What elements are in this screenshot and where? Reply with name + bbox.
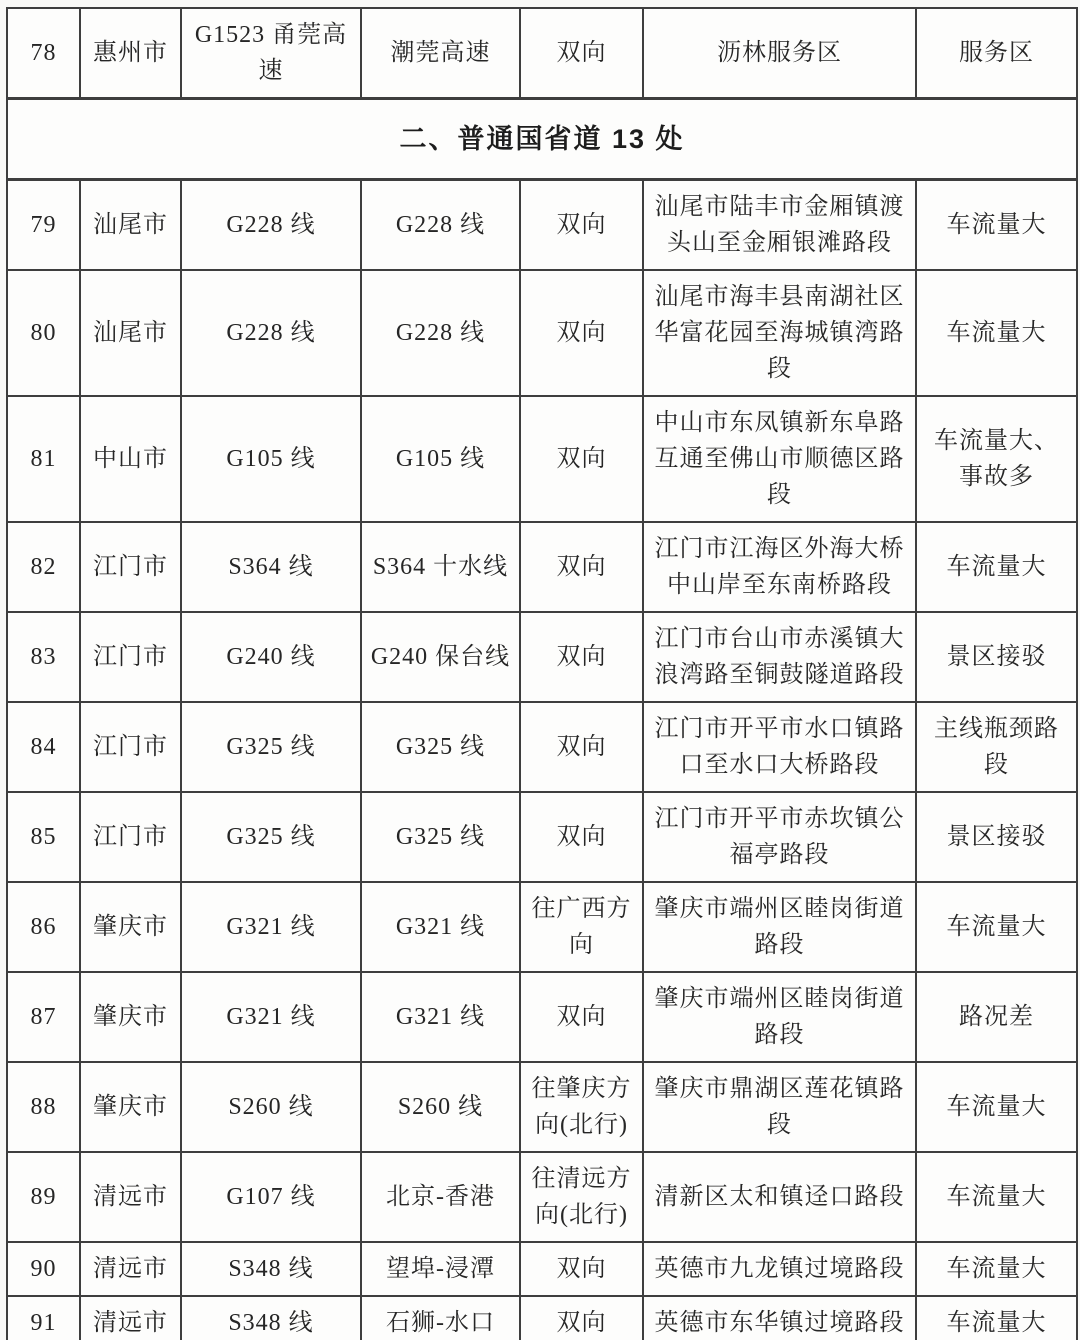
cell-location: 江门市开平市水口镇路口至水口大桥路段 bbox=[643, 702, 916, 792]
table-row bbox=[7, 612, 1077, 702]
table-row bbox=[7, 522, 1077, 612]
cell-no: 87 bbox=[7, 972, 80, 1062]
cell-road-code: S348 线 bbox=[181, 1296, 361, 1340]
cell-road-name: G321 线 bbox=[361, 882, 520, 972]
cell-direction: 双向 bbox=[520, 1296, 643, 1340]
cell-road-code: G325 线 bbox=[181, 702, 361, 792]
table-row bbox=[7, 396, 1077, 522]
cell-note: 车流量大 bbox=[916, 270, 1077, 396]
cell-road-name: G228 线 bbox=[361, 180, 520, 271]
cell-direction: 双向 bbox=[520, 972, 643, 1062]
table-row bbox=[7, 1152, 1077, 1242]
cell-note: 车流量大 bbox=[916, 180, 1077, 271]
cell-location: 英德市东华镇过境路段 bbox=[643, 1296, 916, 1340]
cell-city: 江门市 bbox=[80, 792, 181, 882]
cell-direction: 双向 bbox=[520, 180, 643, 271]
cell-city: 汕尾市 bbox=[80, 270, 181, 396]
cell-road-code: G321 线 bbox=[181, 882, 361, 972]
cell-note: 车流量大 bbox=[916, 1152, 1077, 1242]
cell-road-code: G228 线 bbox=[181, 270, 361, 396]
table-row bbox=[7, 792, 1077, 882]
cell-road-code: S364 线 bbox=[181, 522, 361, 612]
table-row bbox=[7, 1062, 1077, 1152]
cell-no: 88 bbox=[7, 1062, 80, 1152]
cell-direction: 双向 bbox=[520, 522, 643, 612]
cell-location: 清新区太和镇迳口路段 bbox=[643, 1152, 916, 1242]
cell-road-name: G325 线 bbox=[361, 792, 520, 882]
cell-note: 景区接驳 bbox=[916, 612, 1077, 702]
cell-location: 江门市台山市赤溪镇大浪湾路至铜鼓隧道路段 bbox=[643, 612, 916, 702]
cell-location: 肇庆市端州区睦岗街道路段 bbox=[643, 882, 916, 972]
cell-road-code: G325 线 bbox=[181, 792, 361, 882]
cell-road-name: 潮莞高速 bbox=[361, 8, 520, 99]
cell-city: 汕尾市 bbox=[80, 180, 181, 271]
cell-city: 惠州市 bbox=[80, 8, 181, 99]
cell-no: 85 bbox=[7, 792, 80, 882]
cell-direction: 双向 bbox=[520, 8, 643, 99]
table-row bbox=[7, 8, 1077, 99]
cell-road-code: G105 线 bbox=[181, 396, 361, 522]
table-row bbox=[7, 1242, 1077, 1296]
cell-road-code: G240 线 bbox=[181, 612, 361, 702]
cell-note: 车流量大、事故多 bbox=[916, 396, 1077, 522]
cell-city: 清远市 bbox=[80, 1296, 181, 1340]
cell-city: 中山市 bbox=[80, 396, 181, 522]
road-congestion-table bbox=[6, 7, 1078, 1340]
cell-road-name: 石狮-水口 bbox=[361, 1296, 520, 1340]
cell-note: 路况差 bbox=[916, 972, 1077, 1062]
cell-location: 沥林服务区 bbox=[643, 8, 916, 99]
cell-no: 89 bbox=[7, 1152, 80, 1242]
table-row bbox=[7, 1296, 1077, 1340]
cell-no: 90 bbox=[7, 1242, 80, 1296]
cell-direction: 双向 bbox=[520, 396, 643, 522]
cell-location: 肇庆市鼎湖区莲花镇路段 bbox=[643, 1062, 916, 1152]
cell-location: 江门市江海区外海大桥中山岸至东南桥路段 bbox=[643, 522, 916, 612]
cell-note: 车流量大 bbox=[916, 882, 1077, 972]
cell-road-code: G107 线 bbox=[181, 1152, 361, 1242]
cell-location: 肇庆市端州区睦岗街道路段 bbox=[643, 972, 916, 1062]
cell-note: 服务区 bbox=[916, 8, 1077, 99]
table-row bbox=[7, 180, 1077, 271]
cell-road-name: G325 线 bbox=[361, 702, 520, 792]
cell-city: 江门市 bbox=[80, 612, 181, 702]
cell-road-name: 北京-香港 bbox=[361, 1152, 520, 1242]
cell-no: 84 bbox=[7, 702, 80, 792]
cell-road-code: G321 线 bbox=[181, 972, 361, 1062]
cell-note: 车流量大 bbox=[916, 1242, 1077, 1296]
cell-road-name: G105 线 bbox=[361, 396, 520, 522]
table-body bbox=[7, 8, 1077, 1340]
cell-direction: 往肇庆方向(北行) bbox=[520, 1062, 643, 1152]
cell-location: 汕尾市海丰县南湖社区华富花园至海城镇湾路段 bbox=[643, 270, 916, 396]
cell-city: 江门市 bbox=[80, 522, 181, 612]
cell-road-code: S260 线 bbox=[181, 1062, 361, 1152]
cell-road-name: S260 线 bbox=[361, 1062, 520, 1152]
cell-road-name: 望埠-浸潭 bbox=[361, 1242, 520, 1296]
cell-road-name: S364 十水线 bbox=[361, 522, 520, 612]
cell-direction: 往清远方向(北行) bbox=[520, 1152, 643, 1242]
section-header: 二、普通国省道 13 处 bbox=[7, 99, 1077, 180]
cell-no: 79 bbox=[7, 180, 80, 271]
cell-location: 英德市九龙镇过境路段 bbox=[643, 1242, 916, 1296]
cell-note: 车流量大 bbox=[916, 1062, 1077, 1152]
cell-road-name: G228 线 bbox=[361, 270, 520, 396]
cell-no: 80 bbox=[7, 270, 80, 396]
cell-road-name: G321 线 bbox=[361, 972, 520, 1062]
cell-note: 景区接驳 bbox=[916, 792, 1077, 882]
cell-direction: 双向 bbox=[520, 702, 643, 792]
cell-location: 江门市开平市赤坎镇公福亭路段 bbox=[643, 792, 916, 882]
cell-city: 肇庆市 bbox=[80, 972, 181, 1062]
table-row bbox=[7, 270, 1077, 396]
cell-city: 江门市 bbox=[80, 702, 181, 792]
cell-no: 81 bbox=[7, 396, 80, 522]
cell-city: 肇庆市 bbox=[80, 882, 181, 972]
cell-direction: 双向 bbox=[520, 792, 643, 882]
table-row bbox=[7, 972, 1077, 1062]
cell-city: 清远市 bbox=[80, 1242, 181, 1296]
cell-road-code: G1523 甬莞高速 bbox=[181, 8, 361, 99]
table-row bbox=[7, 702, 1077, 792]
cell-note: 车流量大 bbox=[916, 522, 1077, 612]
cell-road-code: S348 线 bbox=[181, 1242, 361, 1296]
table-row bbox=[7, 882, 1077, 972]
cell-no: 91 bbox=[7, 1296, 80, 1340]
cell-road-name: G240 保台线 bbox=[361, 612, 520, 702]
cell-note: 车流量大 bbox=[916, 1296, 1077, 1340]
section-header-row bbox=[7, 99, 1077, 180]
cell-direction: 双向 bbox=[520, 1242, 643, 1296]
cell-city: 清远市 bbox=[80, 1152, 181, 1242]
cell-no: 86 bbox=[7, 882, 80, 972]
cell-no: 78 bbox=[7, 8, 80, 99]
cell-direction: 往广西方向 bbox=[520, 882, 643, 972]
cell-location: 汕尾市陆丰市金厢镇渡头山至金厢银滩路段 bbox=[643, 180, 916, 271]
cell-city: 肇庆市 bbox=[80, 1062, 181, 1152]
cell-direction: 双向 bbox=[520, 612, 643, 702]
cell-no: 82 bbox=[7, 522, 80, 612]
cell-note: 主线瓶颈路段 bbox=[916, 702, 1077, 792]
cell-road-code: G228 线 bbox=[181, 180, 361, 271]
cell-location: 中山市东凤镇新东阜路互通至佛山市顺德区路段 bbox=[643, 396, 916, 522]
cell-direction: 双向 bbox=[520, 270, 643, 396]
cell-no: 83 bbox=[7, 612, 80, 702]
